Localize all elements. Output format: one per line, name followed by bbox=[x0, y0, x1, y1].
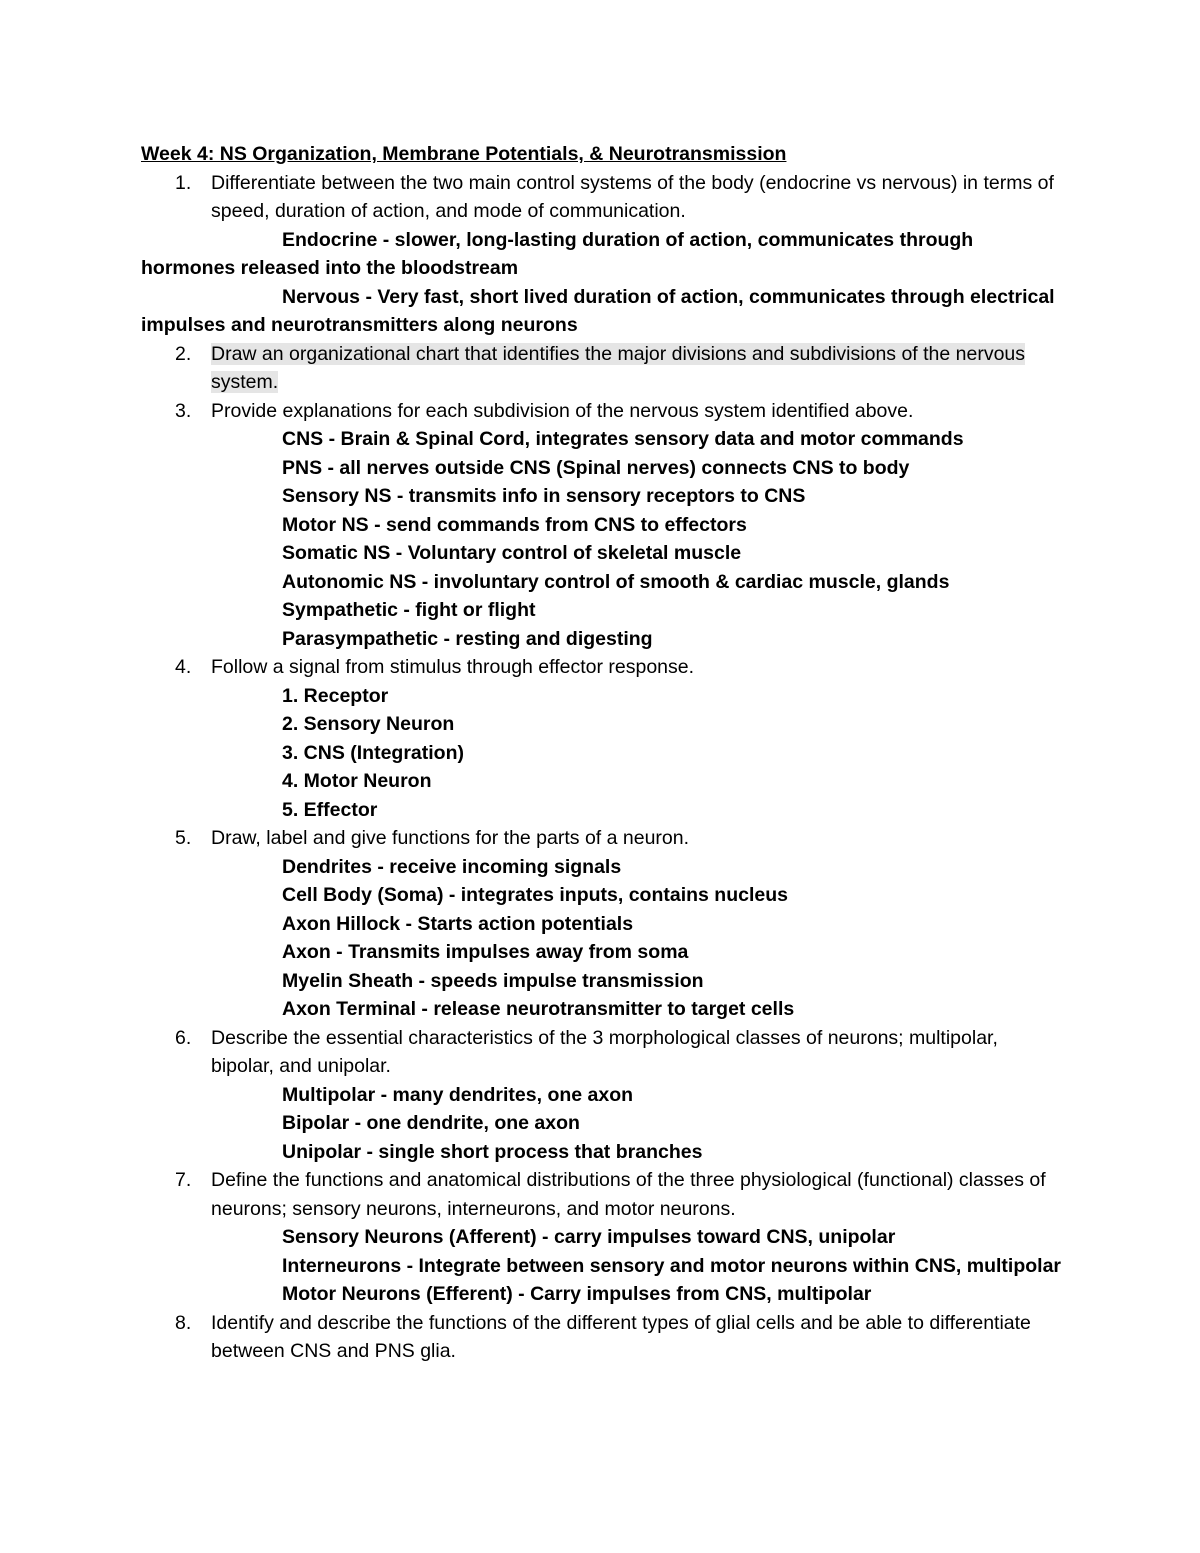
answer-line: Multipolar - many dendrites, one axon bbox=[282, 1083, 634, 1106]
question-number: 2. bbox=[175, 342, 192, 365]
question-line bbox=[141, 340, 1061, 397]
question-line bbox=[141, 1166, 1061, 1223]
question-line bbox=[141, 1024, 1061, 1081]
question-text: Describe the essential characteristics of the 3 morphological classes of neurons; multipolar, bipolar, and unipolar. bbox=[211, 1026, 998, 1077]
question-3 bbox=[141, 397, 1061, 654]
answer-line: Motor NS - send commands from CNS to effectors bbox=[282, 513, 747, 536]
answer-line: Axon - Transmits impulses away from soma bbox=[282, 941, 689, 963]
answer-line: Unipolar - single short process that branches bbox=[282, 1140, 703, 1163]
answer-line: Motor Neurons (Efferent) - Carry impulses from CNS, multipolar bbox=[282, 1283, 872, 1305]
question-number: 4. bbox=[175, 656, 192, 678]
answer-line: 1. Receptor bbox=[282, 684, 389, 707]
question-number: 5. bbox=[175, 827, 192, 849]
question-text: Define the functions and anatomical distributions of the three physiological (functional) classes of neurons; sensory neurons, interneurons, and motor neurons. bbox=[211, 1169, 1046, 1220]
answer-line: 4. Motor Neuron bbox=[282, 770, 432, 792]
question-text-highlighted: Draw an organizational chart that identifies the major divisions and subdivisions of the nervous system. bbox=[211, 342, 1026, 393]
answer-line: 3. CNS (Integration) bbox=[282, 741, 465, 764]
question-text: Identify and describe the functions of the different types of glial cells and be able to differentiate between CNS and PNS glia. bbox=[211, 1311, 1031, 1362]
question-text: Provide explanations for each subdivision of the nervous system identified above. bbox=[211, 399, 914, 422]
question-text: Draw, label and give functions for the parts of a neuron. bbox=[211, 827, 690, 849]
question-5 bbox=[141, 824, 1061, 1024]
answer-line: Sympathetic - fight or flight bbox=[282, 599, 536, 621]
answer-line: Axon Terminal - release neurotransmitter to target cells bbox=[282, 998, 795, 1020]
question-line bbox=[141, 653, 1061, 682]
question-line bbox=[141, 169, 1061, 226]
question-line bbox=[141, 1309, 1061, 1366]
answer-line: Sensory NS - transmits info in sensory receptors to CNS bbox=[282, 485, 806, 507]
answer-line: Parasympathetic - resting and digesting bbox=[282, 627, 653, 650]
question-text: Differentiate between the two main control systems of the body (endocrine vs nervous) in terms of speed, duration of action, and mode of communication. bbox=[211, 171, 1054, 222]
page-title: Week 4: NS Organization, Membrane Potentials, & Neurotransmission bbox=[141, 143, 787, 165]
answer-line: Myelin Sheath - speeds impulse transmission bbox=[282, 969, 704, 992]
answer-line: Autonomic NS - involuntary control of smooth & cardiac muscle, glands bbox=[282, 570, 950, 593]
question-number: 1. bbox=[175, 171, 192, 194]
document-content bbox=[141, 140, 1061, 1366]
answer-line: Sensory Neurons (Afferent) - carry impulses toward CNS, unipolar bbox=[282, 1226, 896, 1248]
answer-line: Nervous - Very fast, short lived duration of action, communicates through electrical impulses and neurotransmitters along neurons bbox=[141, 285, 1055, 336]
question-line bbox=[141, 397, 1061, 426]
answer-line: Somatic NS - Voluntary control of skeletal muscle bbox=[282, 542, 742, 564]
question-list bbox=[141, 169, 1061, 1366]
question-number: 8. bbox=[175, 1311, 192, 1334]
answer-line: Cell Body (Soma) - integrates inputs, contains nucleus bbox=[282, 884, 788, 906]
answer-line: Interneurons - Integrate between sensory and motor neurons within CNS, multipolar bbox=[282, 1254, 1062, 1277]
question-8 bbox=[141, 1309, 1061, 1366]
answer-line: 5. Effector bbox=[282, 798, 378, 821]
answer-line: CNS - Brain & Spinal Cord, integrates sensory data and motor commands bbox=[282, 428, 964, 450]
answer-line: Endocrine - slower, long-lasting duration of action, communicates through hormones released into the bloodstream bbox=[141, 228, 974, 279]
question-1 bbox=[141, 169, 1061, 340]
question-text: Follow a signal from stimulus through effector response. bbox=[211, 656, 695, 678]
answer-line: PNS - all nerves outside CNS (Spinal nerves) connects CNS to body bbox=[282, 456, 910, 479]
question-2 bbox=[141, 340, 1061, 397]
answer-line: 2. Sensory Neuron bbox=[282, 713, 455, 735]
answer-line: Bipolar - one dendrite, one axon bbox=[282, 1112, 580, 1134]
question-4 bbox=[141, 653, 1061, 824]
answer-line: Dendrites - receive incoming signals bbox=[282, 855, 622, 878]
question-number: 3. bbox=[175, 399, 192, 422]
question-7 bbox=[141, 1166, 1061, 1309]
answer-line: Axon Hillock - Starts action potentials bbox=[282, 912, 634, 935]
question-6 bbox=[141, 1024, 1061, 1167]
question-number: 7. bbox=[175, 1169, 192, 1191]
question-number: 6. bbox=[175, 1026, 192, 1049]
question-line bbox=[141, 824, 1061, 853]
